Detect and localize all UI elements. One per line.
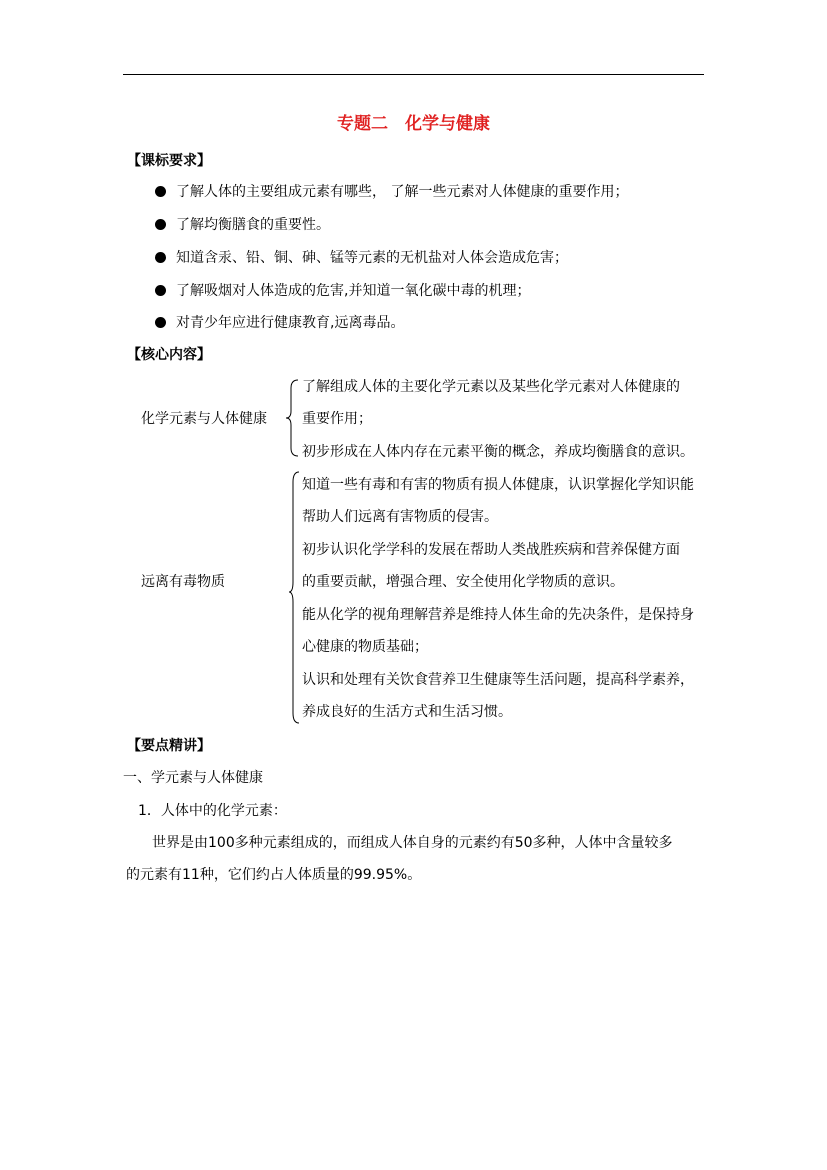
keypoint-heading: 一、学元素与人体健康 (123, 770, 263, 786)
core-topic2-line: 心健康的物质基础； (302, 639, 428, 655)
core-topic1-line: 初步形成在人体内存在元素平衡的概念，养成均衡膳食的意识。 (302, 444, 694, 460)
bullet-icon (155, 285, 166, 296)
bullet-icon (155, 219, 166, 230)
section-standards-heading: 【课标要求】 (127, 153, 211, 169)
standard-item-5: 对青少年应进行健康教育,远离毒品。 (176, 315, 405, 331)
core-topic2-line: 初步认识化学学科的发展在帮助人类战胜疾病和营养保健方面 (302, 542, 680, 558)
paragraph-line: 世界是由100多种元素组成的，而组成人体自身的元素约有50多种，人体中含量较多 (152, 835, 673, 851)
core-topic2-line: 养成良好的生活方式和生活习惯。 (302, 704, 512, 720)
paragraph-line: 的元素有11种，它们约占人体质量的99.95%。 (126, 867, 422, 883)
bullet-icon (155, 186, 166, 197)
core-topic1-brace (284, 378, 300, 458)
standard-item-4: 了解吸烟对人体造成的危害,并知道一氧化碳中毒的机理； (176, 283, 531, 299)
keypoint-subheading: 1．人体中的化学元素： (138, 803, 287, 819)
core-topic2-brace (287, 470, 301, 725)
core-topic1-label: 化学元素与人体健康 (141, 411, 267, 427)
section-core-heading: 【核心内容】 (127, 347, 211, 363)
document-title: 专题二 化学与健康 (337, 114, 490, 134)
core-topic2-line: 认识和处理有关饮食营养卫生健康等生活问题，提高科学素养， (302, 672, 694, 688)
core-topic2-line: 的重要贡献，增强合理、安全使用化学物质的意识。 (302, 574, 624, 590)
standard-item-3: 知道含汞、铅、铜、砷、锰等元素的无机盐对人体会造成危害； (176, 250, 568, 266)
core-topic2-label: 远离有毒物质 (141, 574, 225, 590)
bullet-icon (155, 252, 166, 263)
bullet-icon (155, 317, 166, 328)
section-keypoints-heading: 【要点精讲】 (127, 738, 211, 754)
standard-item-2: 了解均衡膳食的重要性。 (176, 217, 330, 233)
header-rule (123, 74, 704, 75)
core-topic2-line: 能从化学的视角理解营养是维持人体生命的先决条件，是保持身 (302, 607, 694, 623)
core-topic2-line: 知道一些有毒和有害的物质有损人体健康，认识掌握化学知识能 (302, 477, 694, 493)
core-topic1-line: 重要作用； (302, 411, 372, 427)
core-topic1-line: 了解组成人体的主要化学元素以及某些化学元素对人体健康的 (302, 379, 680, 395)
standard-item-1: 了解人体的主要组成元素有哪些， 了解一些元素对人体健康的重要作用； (176, 184, 629, 200)
core-topic2-line: 帮助人们远离有害物质的侵害。 (302, 509, 498, 525)
